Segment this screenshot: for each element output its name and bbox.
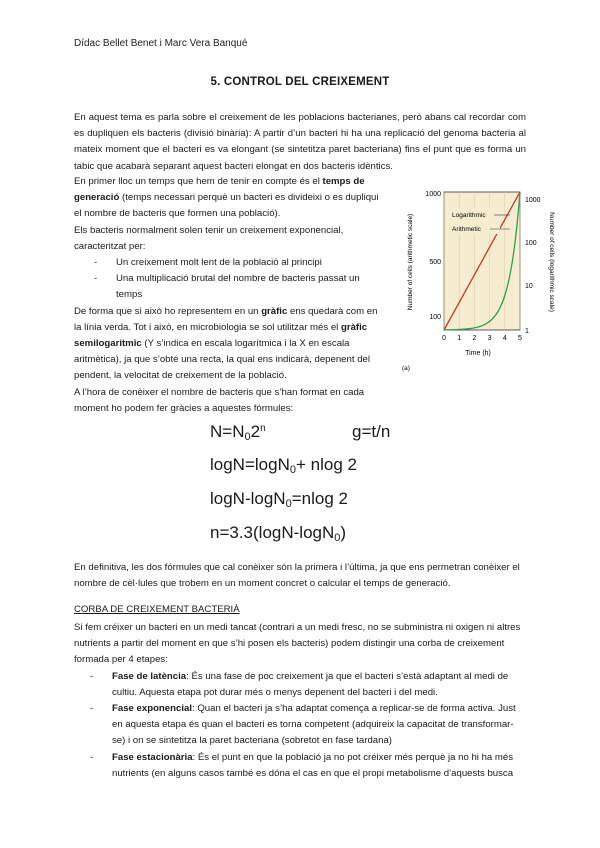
right-tick-label: 1 (525, 328, 529, 335)
formula-growth: $N=N_02^n$ (210, 422, 266, 443)
formula-log-difference: logN-logN$_0$=nlog 2 (210, 489, 348, 510)
phase-name: Fase estacionària (112, 751, 193, 763)
left-tick-label: 1000 (425, 191, 441, 198)
conclusion-paragraph: En definitiva, les dos fórmules que cal conèixer són la primera i l’última, ja que ens permetran conèixer el nombre de cèl·lules que trobem en un moment concret o calcular el temps de generació. (74, 562, 520, 590)
list-item: - Fase estacionària: És el punt en que la població ja no pot créixer més perquè ja no hi ha més nutrients (en alguns casos també es dóna el cas en que el propi metabolisme d’aquests busca (112, 750, 526, 782)
graph-term: gràfic (261, 305, 288, 317)
left-axis-label: Number of cells (arithmetic scale) (407, 213, 414, 311)
generation-time-paragraph: En primer lloc un temps que hem de tenir en compte és el temps de generació (temps necessari perquè un bacteri es divideixi o es dupliqui el nombre de bacteris que formen una població). (74, 176, 379, 220)
x-tick-label: 1 (457, 335, 462, 342)
growth-curve-section (74, 620, 526, 782)
right-tick-label: 1000 (525, 197, 541, 204)
phase-name: Fase de latència (112, 670, 187, 682)
left-tick-label: 100 (429, 314, 441, 321)
left-column-text (74, 174, 386, 417)
legend-logarithmic: Logarithmic (452, 212, 486, 219)
list-item: - Una multiplicació brutal del nombre de bacteris passat un temps (116, 271, 386, 303)
section-title: 5. CONTROL DEL CREIXEMENT (210, 76, 390, 88)
right-tick-label: 100 (525, 240, 537, 247)
graph-paragraph: De forma que si això ho representem en un gràfic ens quedarà com en la línia verda. Tot i això, en microbiologia se sol utilitzar més el gràfic semilogaritmic (Y s’indica en escala logarítmica i la X en escala aritmètica), ja que s’obté una recta, la qual ens indicarà, depenent del pendent, la velocitat de creixement de la població. (74, 305, 378, 382)
panel-label: (a) (402, 365, 410, 372)
growth-bullet-list (74, 255, 386, 304)
exponential-paragraph: Els bacteris normalment solen tenir un creixement exponencial, caracteritzat per: (74, 224, 344, 252)
list-item: - Fase de latència: És una fase de poc creixement ja que el bacteri s’està adaptant al medi de cultiu. Aquesta etapa pot durar més o menys depenent del bacteri i del medi. (112, 669, 526, 701)
x-tick-label: 4 (502, 335, 507, 342)
formula-generations: n=3.3(logN-logN$_0$) (210, 523, 347, 544)
growth-curve-heading: CORBA DE CREIXEMENT BACTERIÀ (74, 604, 240, 615)
page-header: Dídac Bellet Benet i Marc Vera Banqué (74, 38, 248, 49)
growth-chart (398, 182, 554, 372)
list-item: - Un creixement molt lent de la població al principi (116, 255, 386, 271)
formulas-intro-paragraph: A l’hora de conèixer el nombre de bacteris que s’han format en cada moment ho podem fer gràcies a aquestes fórmules: (74, 386, 365, 414)
x-axis-ticks (442, 335, 522, 342)
phase-list (74, 669, 526, 782)
right-tick-label: 10 (525, 283, 533, 290)
x-tick-label: 5 (518, 335, 522, 342)
right-axis-ticks (525, 197, 541, 335)
formula-log: logN=logN$_0$+ nlog 2 (210, 455, 357, 476)
left-tick-label: 500 (429, 259, 441, 266)
formula-generation-time: g=t/n (352, 422, 391, 441)
x-axis-label: Time (h) (465, 350, 491, 357)
list-item: - Fase exponencial: Quan el bacteri ja s’ha adaptat comença a replicar-se de forma activa. Just en aquesta etapa és quan el bacteri es torna competent (adquireix la capacitat de transformar-se) i on se sintetitza la paret bacteriana (sobretot en fase tardana) (112, 701, 526, 750)
semilog-term: gràfic semilogaritmic (74, 321, 368, 350)
generation-time-term: temps de generació (74, 176, 365, 204)
x-tick-label: 0 (442, 335, 446, 342)
x-tick-label: 2 (472, 335, 477, 342)
left-axis-ticks (425, 191, 441, 321)
growth-curve-intro: Si fem créixer un bacteri en un medi tancat (contrari a un medi fresc, no se subministra ni oxigen ni altres nutrients a partir del moment en que s’hi posen els bacteris) podem distingir una corba de creixement formada per 4 etapes: (74, 622, 521, 666)
phase-name: Fase exponencial (112, 703, 192, 715)
x-tick-label: 3 (487, 335, 492, 342)
intro-paragraph: En aquest tema es parla sobre el creixement de les poblacions bacterianes, però abans cal recordar com es dupliquen els bacteris (divisió binària): A partir d’un bacteri hi ha una replicació del genoma bacteria al mateix moment que el bacteri es va elongant (se sintetitza paret bacteriana) fins el punt que es forma un tabic que acabarà separant aquest bacteri elongat en dos bacteris idèntics. (74, 112, 526, 172)
legend-arithmetic: Arithmetic (452, 226, 481, 233)
right-axis-label: Number of cells (logarithmic scale) (548, 212, 555, 312)
